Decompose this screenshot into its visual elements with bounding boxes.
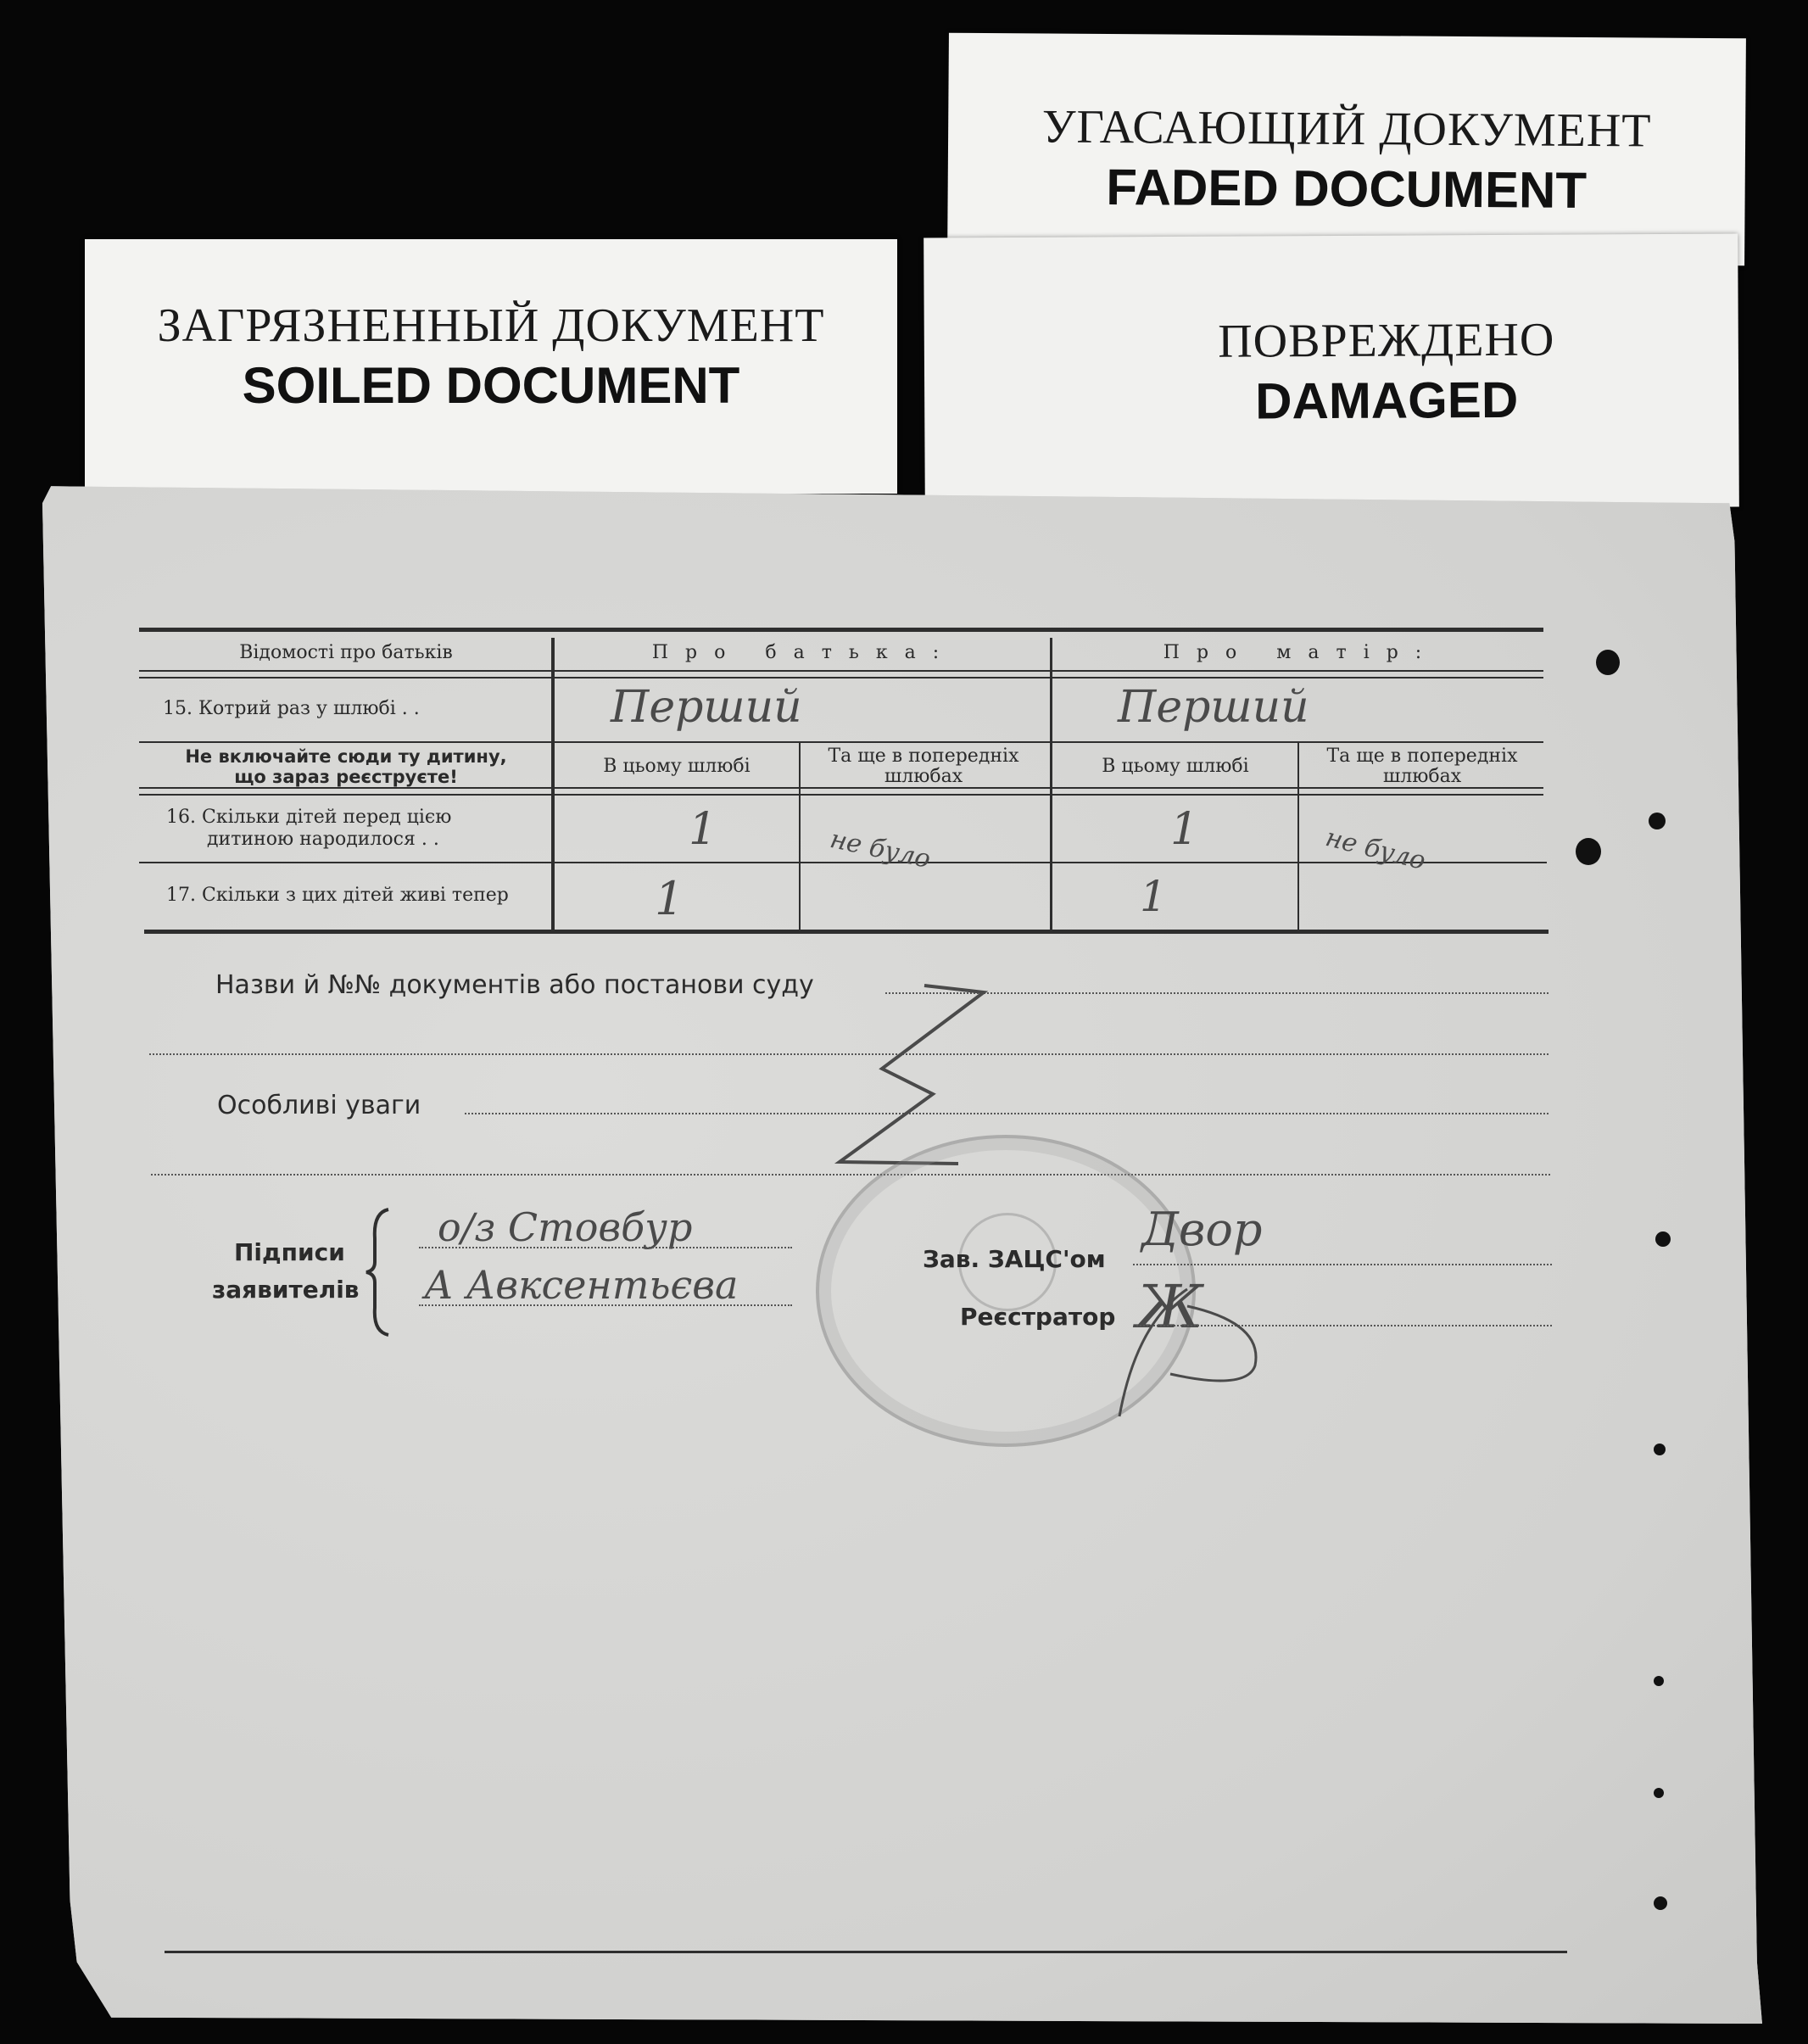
row15-mother-handwriting: Перший [1118,682,1309,733]
row17-mother-this: 1 [1140,872,1167,921]
signatures-label-line2: заявителів [212,1276,360,1304]
mother-in-prev-line1: Та ще в попередніх [1326,746,1518,767]
header-parents-info: Відомості про батьків [239,642,453,663]
row17-label: 17. Скільки з цих дітей живі тепер [166,885,509,906]
punch-hole-icon [1655,1231,1671,1247]
applicant-signature-1: о/з Стовбур [438,1204,693,1250]
registrar-label: Реєстратор [960,1303,1116,1331]
faded-label-ru: УГАСАЮЩИЙ ДОКУМЕНТ [1041,100,1652,158]
remarks-label: Особливі уваги [217,1091,421,1120]
note-line1: Не включайте сюди ту дитину, [185,746,507,767]
punch-hole-icon [1654,1676,1664,1686]
applicant-signature-2: А Авксентьєва [424,1262,739,1308]
damaged-label-ru: ПОВРЕЖДЕНО [1218,313,1555,368]
damaged-document-label [924,233,1739,511]
table-top-rule [139,628,1543,632]
punch-hole-icon [1654,1896,1667,1910]
signatures-brace [363,1204,397,1340]
punch-hole-icon [1654,1444,1666,1455]
soiled-document-label [85,239,897,494]
faded-label-en: FADED DOCUMENT [1106,159,1588,219]
table-col-rule [1050,638,1052,931]
registrar-signature: Ж [1136,1272,1203,1342]
faded-document-label [947,33,1746,266]
row16-father-prev: не було [827,824,934,875]
table-rule [139,741,1543,743]
damaged-label-en: DAMAGED [1255,371,1519,430]
table-rule [139,670,1543,672]
soiled-label-en: SOILED DOCUMENT [242,357,740,414]
note-line2: що зараз реєструєте! [234,767,458,787]
registrar-flourish [1085,1272,1272,1425]
punch-hole-icon [1576,838,1601,865]
signature-line-2 [419,1304,792,1306]
row16-label-line1: 16. Скільки дітей перед цією [166,807,452,828]
mother-in-prev-line2: шлюбах [1382,766,1462,787]
documents-label: Назви й №№ документів або постанови суду [215,970,814,1000]
table-rule [139,677,1543,679]
head-label: Зав. ЗАЦС'ом [923,1245,1106,1273]
row16-label-line2: дитиною народилося . . [207,829,439,850]
punch-hole-icon [1654,1788,1664,1798]
punch-hole-icon [1596,650,1620,675]
row16-mother-this: 1 [1170,804,1199,855]
signatures-label-line1: Підписи [234,1238,345,1266]
row15-label: 15. Котрий раз у шлюбі . . [163,698,420,719]
head-signature: Двор [1141,1203,1263,1256]
header-father: Про батька: [651,642,957,663]
signature-line-1 [419,1247,792,1248]
row16-father-this: 1 [689,804,717,855]
father-in-prev-line2: шлюбах [884,766,963,787]
row17-father-this: 1 [655,872,684,925]
table-bottom-rule [144,930,1549,934]
table-rule [139,794,1543,796]
header-mother: Про матір: [1163,642,1439,663]
head-signature-line [1133,1264,1552,1265]
punch-hole-icon [1649,813,1666,829]
table-rule [139,787,1543,789]
bottom-rule [165,1951,1567,1953]
mother-in-this-marriage: В цьому шлюбі [1102,756,1249,777]
table-rule [139,862,1547,863]
father-in-prev-line1: Та ще в попередніх [828,746,1019,767]
father-in-this-marriage: В цьому шлюбі [603,756,751,777]
soiled-label-ru: ЗАГРЯЗНЕННЫЙ ДОКУМЕНТ [157,299,825,352]
row15-father-handwriting: Перший [611,682,802,733]
row16-mother-prev: не було [1322,823,1429,876]
